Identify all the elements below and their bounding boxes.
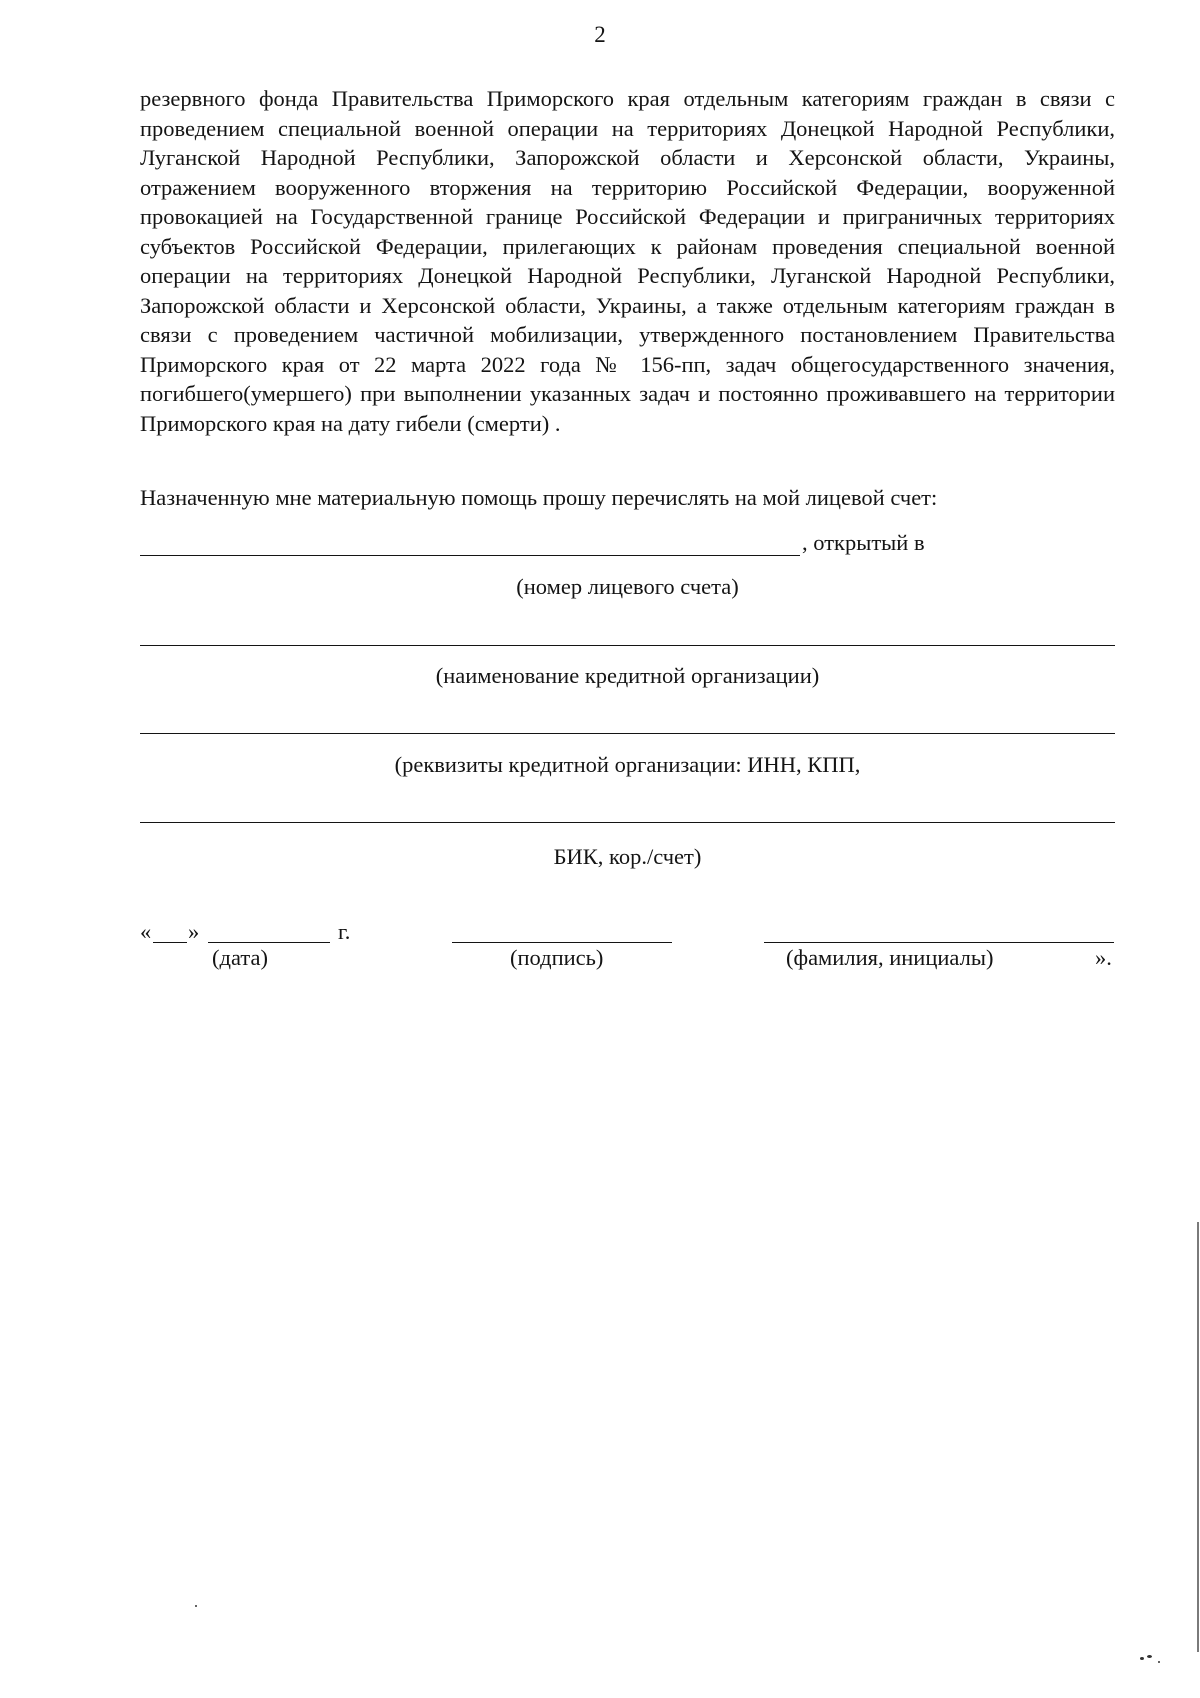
name-caption: (фамилия, инициалы) bbox=[786, 945, 994, 970]
signature-caption: (подпись) bbox=[510, 945, 604, 970]
date-quote-open: « bbox=[140, 919, 152, 944]
closing-quote: ». bbox=[1095, 945, 1112, 970]
scan-speck bbox=[1147, 1655, 1152, 1658]
scan-margin-bar bbox=[1197, 1222, 1199, 1652]
account-number-caption: (номер лицевого счета) bbox=[516, 574, 739, 599]
page-number: 2 bbox=[594, 22, 606, 47]
date-year-suffix: г. bbox=[338, 919, 351, 944]
bank-details-caption-2: БИК, кор./счет) bbox=[553, 844, 702, 869]
account-number-line bbox=[140, 555, 800, 556]
bank-name-line bbox=[140, 645, 1115, 646]
scan-speck bbox=[1158, 1661, 1160, 1663]
bank-name-caption: (наименование кредитной организации) bbox=[435, 663, 820, 688]
scan-speck bbox=[1140, 1657, 1144, 1660]
bank-details-caption-1: (реквизиты кредитной организации: ИНН, КПП, bbox=[394, 752, 861, 777]
account-opened-in-text: , открытый в bbox=[802, 530, 925, 555]
date-day-line bbox=[153, 942, 187, 943]
name-line bbox=[764, 942, 1114, 943]
date-caption: (дата) bbox=[212, 945, 268, 970]
date-month-line bbox=[208, 942, 330, 943]
bank-details-line-2 bbox=[140, 822, 1115, 823]
date-quote-close: » bbox=[188, 919, 200, 944]
bank-details-line-1 bbox=[140, 733, 1115, 734]
scan-speck bbox=[195, 1605, 197, 1607]
request-text: Назначенную мне материальную помощь прошу перечислять на мой лицевой счет: bbox=[140, 485, 938, 510]
signature-line bbox=[452, 942, 672, 943]
body-paragraph: резервного фонда Правительства Приморского края отдельным категориям граждан в связи с проведением специальной военной операции на территориях Донецкой Народной Республики, Луганской Народной Республики, Запорожской области и Херсонской области, Украины, отражением вооруженного вторжения на территорию Российской Федерации, вооруженной провокацией на Государственной границе Российской Федерации и приграничных территориях субъектов Российской Федерации, прилегающих к районам проведения специальной военной операции на территориях Донецкой Народной Республики, Луганской Народной Республики, Запорожской области и Херсонской области, Украины, а также отдельным категориям граждан в связи с проведением частичной мобилизации, утвержденного постановлением Правительства Приморского края от 22 марта 2022 года № 156-пп, задач общегосударственного значения, погибшего(умершего) при выполнении указанных задач и постоянно проживавшего на территории Приморского края на дату гибели (смерти) . bbox=[140, 86, 1115, 436]
